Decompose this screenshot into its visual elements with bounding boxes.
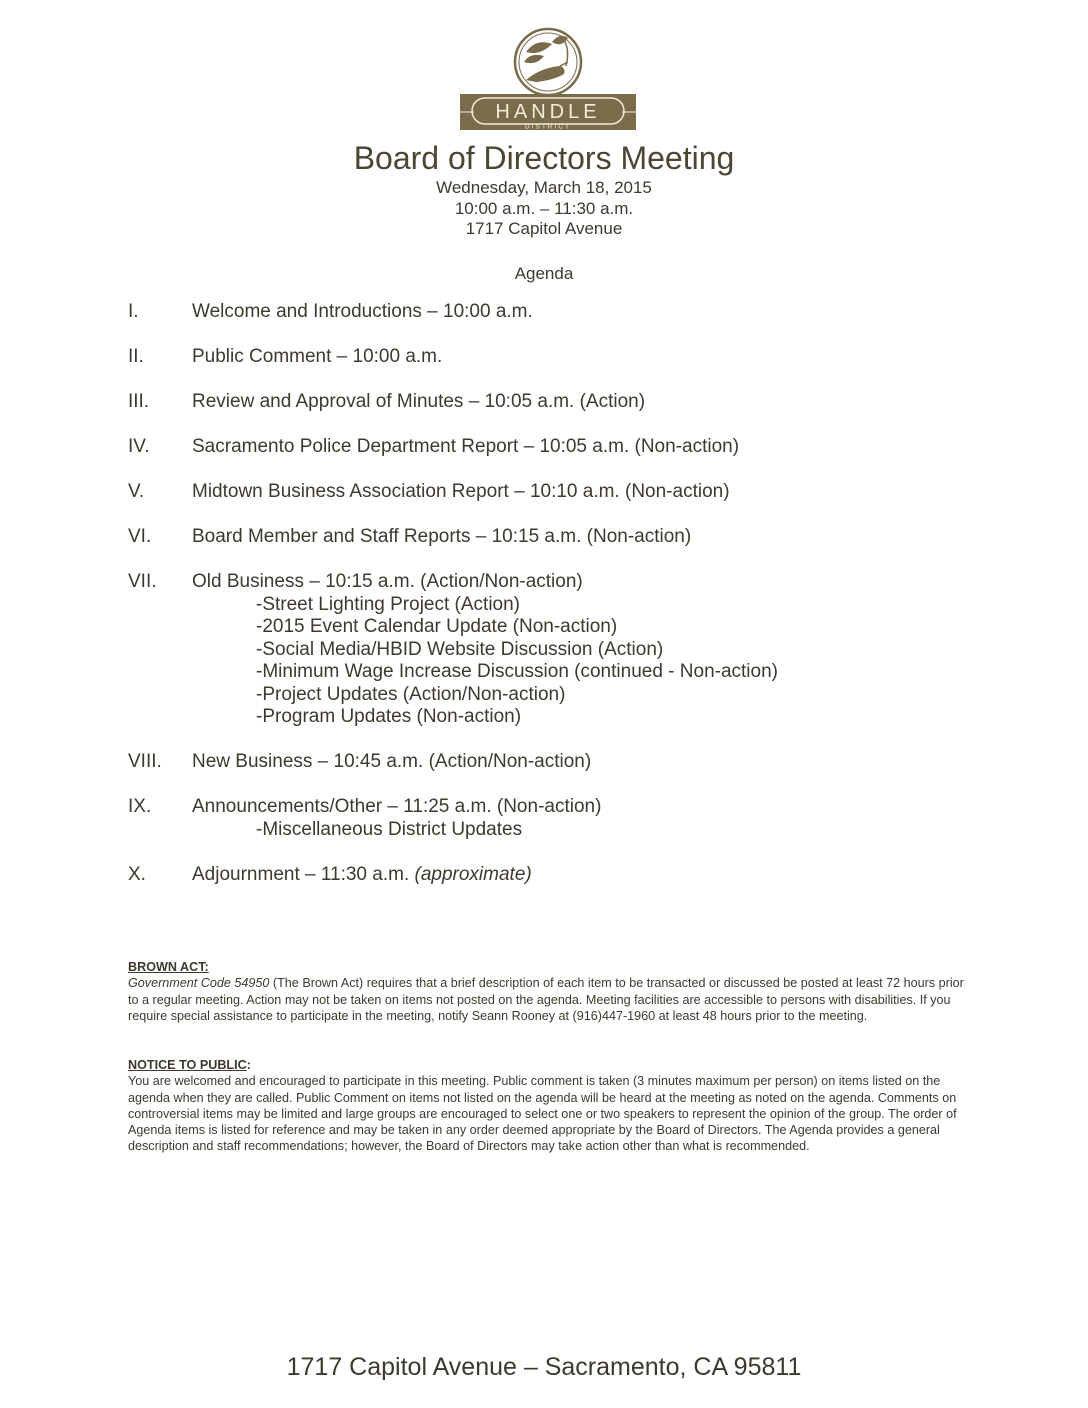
- item-number: VII.: [128, 571, 157, 592]
- meeting-time: 10:00 a.m. – 11:30 a.m.: [454, 199, 634, 218]
- handle-district-logo: [456, 26, 640, 134]
- brown-act-body: (The Brown Act) requires that a brief description of each item to be transacted or discussed be posted at least 72 hours prior to a regular meeting. Action may not be taken on items not posted on the agenda. Meeting facilities are accessible to persons with disabilities. If you require special assistance to participate in the meeting, notify Seann Rooney at (916)447-1960 at least 48 hours prior to the meeting.: [128, 976, 964, 1023]
- sub-item: -Project Updates (Action/Non-action): [256, 684, 566, 705]
- item-text: Public Comment – 10:00 a.m.: [192, 346, 443, 367]
- logo-sub: DISTRICT: [525, 123, 571, 131]
- page-title: Board of Directors Meeting: [353, 140, 735, 176]
- sub-item: -Minimum Wage Increase Discussion (continued - Non-action): [256, 661, 778, 682]
- item-number: I.: [128, 301, 139, 322]
- item-number: II.: [128, 346, 144, 367]
- meeting-location: 1717 Capitol Avenue: [465, 219, 623, 238]
- brown-act-heading: BROWN ACT:: [128, 960, 209, 974]
- government-code: Government Code 54950: [128, 976, 270, 991]
- item-text: Announcements/Other – 11:25 a.m. (Non-action): [192, 796, 602, 817]
- notice-heading-colon: :: [246, 1058, 251, 1072]
- item-text: Old Business – 10:15 a.m. (Action/Non-action): [192, 571, 583, 592]
- sub-item: -Program Updates (Non-action): [256, 706, 522, 727]
- item-number: VI.: [128, 526, 152, 547]
- item-number: IX.: [128, 796, 152, 817]
- item-text: New Business – 10:45 a.m. (Action/Non-action): [192, 751, 592, 772]
- meeting-date: Wednesday, March 18, 2015: [436, 178, 652, 197]
- item-text: Welcome and Introductions – 10:00 a.m.: [192, 301, 533, 322]
- item-number: IV.: [128, 436, 150, 457]
- agenda-label: Agenda: [514, 264, 574, 283]
- item-text: Board Member and Staff Reports – 10:15 a.m. (Non-action): [192, 526, 692, 547]
- sub-item: -2015 Event Calendar Update (Non-action): [256, 616, 618, 637]
- footer-address: 1717 Capitol Avenue – Sacramento, CA 95811: [286, 1353, 802, 1381]
- sub-item: -Social Media/HBID Website Discussion (Action): [256, 639, 664, 660]
- item-number: III.: [128, 391, 150, 412]
- leaf-bird-icon: [456, 26, 640, 134]
- item-text: Midtown Business Association Report – 10:10 a.m. (Non-action): [192, 481, 730, 502]
- item-text: Sacramento Police Department Report – 10:05 a.m. (Non-action): [192, 436, 740, 457]
- item-number: VIII.: [128, 751, 162, 772]
- logo-brand: HANDLE: [495, 101, 601, 123]
- notice-to-public-section: [128, 1057, 968, 1155]
- item-text: [192, 864, 532, 886]
- item-number: V.: [128, 481, 145, 502]
- item-text-italic: (approximate): [414, 864, 532, 885]
- notice-body: You are welcomed and encouraged to participate in this meeting. Public comment is taken (3 minutes maximum per person) on items listed on the agenda when they are called. Public Comment on items not listed on the agenda will be heard at the meeting as noted on the agenda. Comments on controversial items may be limited and large groups are encouraged to select one or two speakers to represent the opinion of the group. The order of Agenda items is listed for reference and may be taken in any order deemed appropriate by the Board of Directors. The Agenda provides a general description and staff recommendations; however, the Board of Directors may take action other than what is recommended.: [128, 1074, 957, 1154]
- item-text-main: Adjournment – 11:30 a.m.: [192, 864, 415, 885]
- sub-item: -Miscellaneous District Updates: [256, 819, 523, 840]
- brown-act-section: [128, 959, 968, 1024]
- notice-heading: NOTICE TO PUBLIC: [128, 1058, 247, 1072]
- item-text: Review and Approval of Minutes – 10:05 a.m. (Action): [192, 391, 646, 412]
- item-number: X.: [128, 864, 146, 885]
- sub-item: -Street Lighting Project (Action): [256, 594, 521, 615]
